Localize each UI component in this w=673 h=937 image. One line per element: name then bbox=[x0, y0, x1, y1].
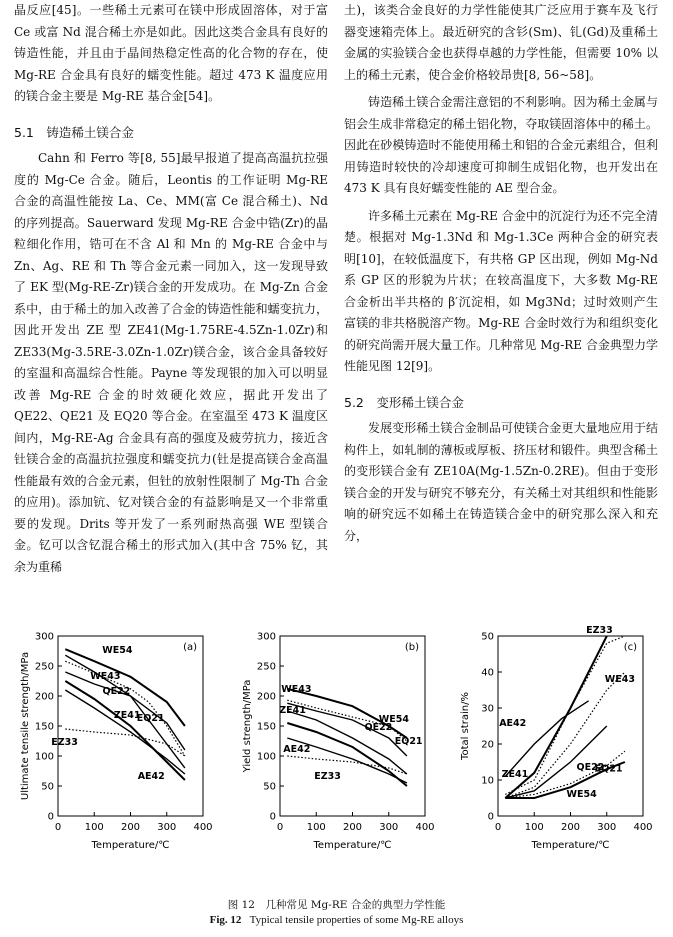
series-label: EZ33 bbox=[51, 737, 78, 748]
y-tick-label: 30 bbox=[481, 703, 494, 715]
chart-svg bbox=[10, 624, 215, 879]
y-tick-label: 0 bbox=[487, 811, 494, 823]
y-tick-label: 150 bbox=[34, 721, 54, 733]
plot-frame bbox=[280, 636, 425, 816]
y-tick-label: 50 bbox=[41, 781, 54, 793]
series-label: ZE41 bbox=[501, 768, 529, 780]
y-tick-label: 20 bbox=[481, 739, 494, 751]
x-tick-label: 400 bbox=[193, 822, 213, 833]
series-label: QE22 bbox=[364, 722, 393, 733]
x-tick-label: 300 bbox=[379, 822, 399, 833]
series-label: ZE41 bbox=[279, 705, 306, 716]
x-tick-label: 0 bbox=[54, 822, 62, 833]
y-tick-label: 40 bbox=[481, 667, 494, 679]
x-tick-label: 300 bbox=[157, 822, 177, 833]
series-label: WE54 bbox=[378, 714, 409, 725]
y-axis-label: Yield strength/MPa bbox=[242, 679, 253, 773]
y-axis-label: Ultimate tensile strength/MPa bbox=[20, 651, 31, 801]
figure-number: Fig. 12 bbox=[209, 914, 242, 926]
series-label: EZ33 bbox=[586, 625, 613, 637]
y-tick-label: 250 bbox=[34, 661, 54, 673]
series-label: WE43 bbox=[281, 684, 312, 696]
figure-caption-cn: 图 12 几种常见 Mg-RE 合金的典型力学性能 bbox=[227, 899, 446, 911]
right-paragraph-1: 土)，该类合金良好的力学性能使其广泛应用于赛车及飞行器变速箱壳体上。最近研究的含钐(Sm)、钆(Gd)及重稀土金属的实验镁合金也获得卓越的力学性能，但需要 10% 以上的稀土元素，使合金价格较昂贵[8, 56~58]。 bbox=[344, 3, 658, 82]
right-paragraph-3: 许多稀土元素在 Mg-RE 合金中的沉淀行为还不完全清楚。根据对 Mg-1.3Nd 和 Mg-1.3Ce 两种合金的研究表明[10]，在较低温度下，有共格 GP 区出现，例如 Mg-Nd 系 GP 区的形貌为片状；在较高温度下，大多数 Mg-RE 合金析出半共格的 β′沉淀相，如 Mg3Nd；过时效则产生富镁的非共格脱溶产物。Mg-RE 合金时效行为和组织变化的研究尚需开展大量工作。几种常见 Mg-RE 合金典型力学性能见图 12[9]。 bbox=[344, 208, 658, 373]
figure-caption-en-text: Typical tensile properties of some Mg-RE alloys bbox=[249, 914, 464, 926]
panel-label: (a) bbox=[183, 642, 197, 653]
y-axis-label: Total strain/% bbox=[460, 692, 471, 760]
y-tick-label: 0 bbox=[269, 811, 276, 823]
x-tick-label: 300 bbox=[597, 822, 617, 833]
section-heading-5-1: 5.1 铸造稀土镁合金 bbox=[14, 124, 134, 140]
series-label: WE43 bbox=[604, 674, 635, 685]
chart-panel-c bbox=[450, 624, 655, 883]
right-paragraph-4: 发展变形稀土镁合金制品可使镁合金更大量地应用于结构件上，如轧制的薄板或厚板、挤压材和锻件。典型含稀土的变形镁合金有 ZE10A(Mg-1.5Zn-0.2RE)。但由于变形镁合金的开发与研究不够充分，有关稀土对其组织和性能影响的研究远不如稀土在铸造镁合金中的研究那么深入和充分， bbox=[344, 421, 658, 543]
series-label: AE42 bbox=[137, 771, 165, 782]
x-tick-label: 200 bbox=[120, 822, 141, 833]
x-axis-label: Temperature/℃ bbox=[91, 840, 170, 851]
y-tick-label: 200 bbox=[256, 691, 276, 703]
series-label: EQ21 bbox=[594, 763, 623, 775]
chart-svg bbox=[450, 624, 655, 879]
series-label: WE54 bbox=[102, 645, 133, 657]
x-tick-label: 200 bbox=[342, 822, 363, 833]
series-label: WE43 bbox=[90, 671, 121, 683]
panel-label: (b) bbox=[404, 642, 419, 653]
y-tick-label: 300 bbox=[34, 631, 54, 643]
y-tick-label: 200 bbox=[34, 691, 54, 703]
left-column bbox=[14, 0, 328, 578]
y-tick-label: 50 bbox=[481, 631, 494, 643]
series-line-ez33 bbox=[65, 729, 185, 756]
x-tick-label: 400 bbox=[633, 822, 653, 833]
y-tick-label: 10 bbox=[481, 775, 494, 787]
figure-caption-en bbox=[0, 914, 673, 926]
series-label: WE54 bbox=[566, 789, 597, 801]
x-tick-label: 100 bbox=[306, 822, 326, 833]
x-tick-label: 200 bbox=[560, 822, 581, 833]
chart-panel-b bbox=[232, 624, 437, 883]
series-label: AE42 bbox=[283, 744, 311, 755]
left-paragraph-2: Cahn 和 Ferro 等[8, 55]最早报道了提高高温抗拉强度的 Mg-Ce 合金。随后，Leontis 的工作证明 Mg-RE 合金的高温性能按 La、Ce、MM(富 Ce 混合稀土)、Nd 的序列提高。Sauerward 发现 Mg-RE 合金中锆(Zr)的晶粒细化作用，锆可在不含 Al 和 Mn 的 Mg-RE 合金中与 Zn、Ag、RE 和 Th 等合金元素一同加入，这一发现导致了 EK 型(Mg-RE-Zr)镁合金的开发成功。在 Mg-Zn 合金系中，由于稀土的加入改善了合金的铸造性能和蠕变抗力，因此开发出 ZE 型 ZE41(Mg-1.75RE-4.5Zn-1.0Zr)和 ZE33(Mg-3.5RE-3.0Zn-1.0Zr)镁合金，该合金具备较好的室温和高温综合性能。Payne 等发现银的加入可以明显改善 Mg-RE 合金的时效硬化效应，据此开发出了 QE22、QE21 及 EQ20 等合金。在室温至 473 K 温度区间内，Mg-RE-Ag 合金具有高的强度及疲劳抗力，接近含钍镁合金的高温抗拉强度和蠕变抗力(钍是提高镁合金高温性能最有效的合金元素，但钍的放射性限制了 Mg-Th 合金的应用)。添加钪、钇对镁合金的有益影响是又一个非常重要的发现。Drits 等开发了一系列耐热高强 WE 型镁合金。钇可以含钇混合稀土的形式加入(其中含 75% 钇，其余为重稀 bbox=[14, 151, 328, 574]
section-heading-5-2: 5.2 变形稀土镁合金 bbox=[344, 394, 464, 410]
series-label: ZE41 bbox=[113, 710, 141, 721]
chart-panel-a bbox=[10, 624, 215, 883]
series-label: AE42 bbox=[499, 718, 527, 729]
y-tick-label: 50 bbox=[263, 781, 276, 793]
figure-12 bbox=[0, 624, 673, 884]
y-tick-label: 150 bbox=[256, 721, 276, 733]
chart-svg bbox=[232, 624, 437, 879]
right-paragraph-2: 铸造稀土镁合金需注意铝的不利影响。因为稀土金属与铝会生成非常稳定的稀土铝化物，夺取镁固溶体中的稀土。因此在砂模铸造时不能使用稀土和铝的合金元素组合，但利用铸造时较快的冷却速度可抑制生成铝化物，也开发出在 473 K 具有良好蠕变性能的 AE 型合金。 bbox=[344, 95, 658, 195]
series-label: QE22 bbox=[102, 686, 131, 697]
x-tick-label: 400 bbox=[415, 822, 435, 833]
x-axis-label: Temperature/℃ bbox=[531, 840, 610, 851]
x-axis-label: Temperature/℃ bbox=[313, 840, 392, 851]
y-tick-label: 250 bbox=[256, 661, 276, 673]
right-column bbox=[344, 0, 658, 547]
y-tick-label: 100 bbox=[256, 751, 276, 763]
series-label: EQ21 bbox=[136, 713, 165, 724]
series-label: QE22 bbox=[576, 762, 605, 773]
x-tick-label: 100 bbox=[524, 822, 544, 833]
left-paragraph-1: 晶反应[45]。一些稀土元素可在镁中形成固溶体，对于富 Ce 或富 Nd 混合稀土亦是如此。因此这类合金具有良好的铸造性能，并且由于晶间热稳定性高的化合物的存在，使 Mg-RE 合金具有良好的蠕变性能。超过 473 K 温度应用的镁合金主要是 Mg-RE 基合金[54]。 bbox=[14, 3, 328, 103]
x-tick-label: 0 bbox=[494, 822, 502, 833]
y-tick-label: 100 bbox=[34, 751, 54, 763]
y-tick-label: 300 bbox=[256, 631, 276, 643]
series-label: EZ33 bbox=[314, 771, 341, 782]
x-tick-label: 0 bbox=[276, 822, 284, 833]
y-tick-label: 0 bbox=[47, 811, 54, 823]
x-tick-label: 100 bbox=[84, 822, 104, 833]
series-label: EQ21 bbox=[394, 736, 423, 747]
panel-label: (c) bbox=[623, 642, 637, 653]
